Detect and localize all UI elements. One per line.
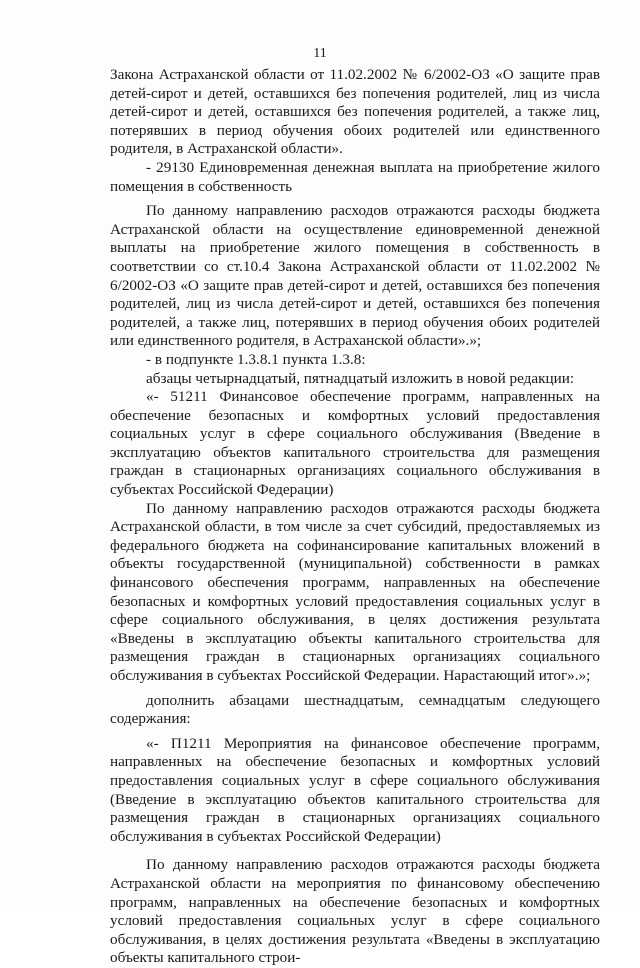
paragraph-addition-intro: дополнить абзацами шестнадцатым, семнадцатым следующего содержания: <box>110 691 600 728</box>
paragraph-expense-description-2: По данному направлению расходов отражаются расходы бюджета Астраханской области, в том числе за счет субсидий, предоставляемых из федерального бюджета на софинансирование капитальных вложений в объекты государственной (муниципальной) собственности в рамках финансового обеспечения программ, направленных на обеспечение безопасных и комфортных условий предоставления социальных услуг в сфере социального обслуживания, в целях достижения результата «Введены в эксплуатацию объекты капитального строительства для размещения граждан в стационарных организациях социального обслуживания в субъектах Российской Федерации. Нарастающий итог».»; <box>110 499 600 684</box>
paragraph-subclause: - в подпункте 1.3.8.1 пункта 1.3.8: <box>146 350 366 368</box>
document-body <box>110 66 600 968</box>
paragraph-law-reference: Закона Астраханской области от 11.02.2002 № 6/2002-ОЗ «О защите прав детей-сирот и детей, оставшихся без попечения родителей, лиц из числа детей-сирот и детей, оставшихся без попечения родителей, а также лиц, потерявших в период обучения обоих родителей или единственного родителя, в Астраханской области». <box>110 66 600 158</box>
page-number: 11 <box>313 46 327 61</box>
paragraph-code-p1211: «- П1211 Мероприятия на финансовое обеспечение программ, направленных на обеспечение безопасных и комфортных условий предоставления социальных услуг в сфере социального обслуживания (Введение в эксплуатацию объектов капитального строительства для размещения граждан в стационарных организациях социального обслуживания в субъектах Российской Федерации) <box>110 734 600 845</box>
paragraph-expense-description-3: По данному направлению расходов отражаются расходы бюджета Астраханской области на мероприятия по финансовому обеспечению программ, направленных на обеспечение безопасных и комфортных условий предоставления социальных услуг в сфере социального обслуживания, в целях достижения результата «Введены в эксплуатацию объекты капитального строи- <box>110 856 600 967</box>
paragraph-amendment-intro: абзацы четырнадцатый, пятнадцатый изложить в новой редакции: <box>146 369 575 387</box>
paragraph-code-29130: - 29130 Единовременная денежная выплата на приобретение жилого помещения в собственность <box>110 158 600 195</box>
paragraph-code-51211: «- 51211 Финансовое обеспечение программ, направленных на обеспечение безопасных и комфортных условий предоставления социальных услуг в сфере социального обслуживания (Введение в эксплуатацию объектов капитального строительства для размещения граждан в стационарных организациях социального обслуживания в субъектах Российской Федерации) <box>110 388 600 499</box>
paragraph-expense-description: По данному направлению расходов отражаются расходы бюджета Астраханской области на осуществление единовременной денежной выплаты на приобретение жилого помещения в собственность в соответствии со ст.10.4 Закона Астраханской области от 11.02.2002 № 6/2002-ОЗ «О защите прав детей-сирот и детей, оставшихся без попечения родителей, лиц из числа детей-сирот и детей, оставшихся без попечения родителей, а также лиц, потерявших в период обучения обоих родителей или единственного родителя, в Астраханской области».»; <box>110 202 600 350</box>
